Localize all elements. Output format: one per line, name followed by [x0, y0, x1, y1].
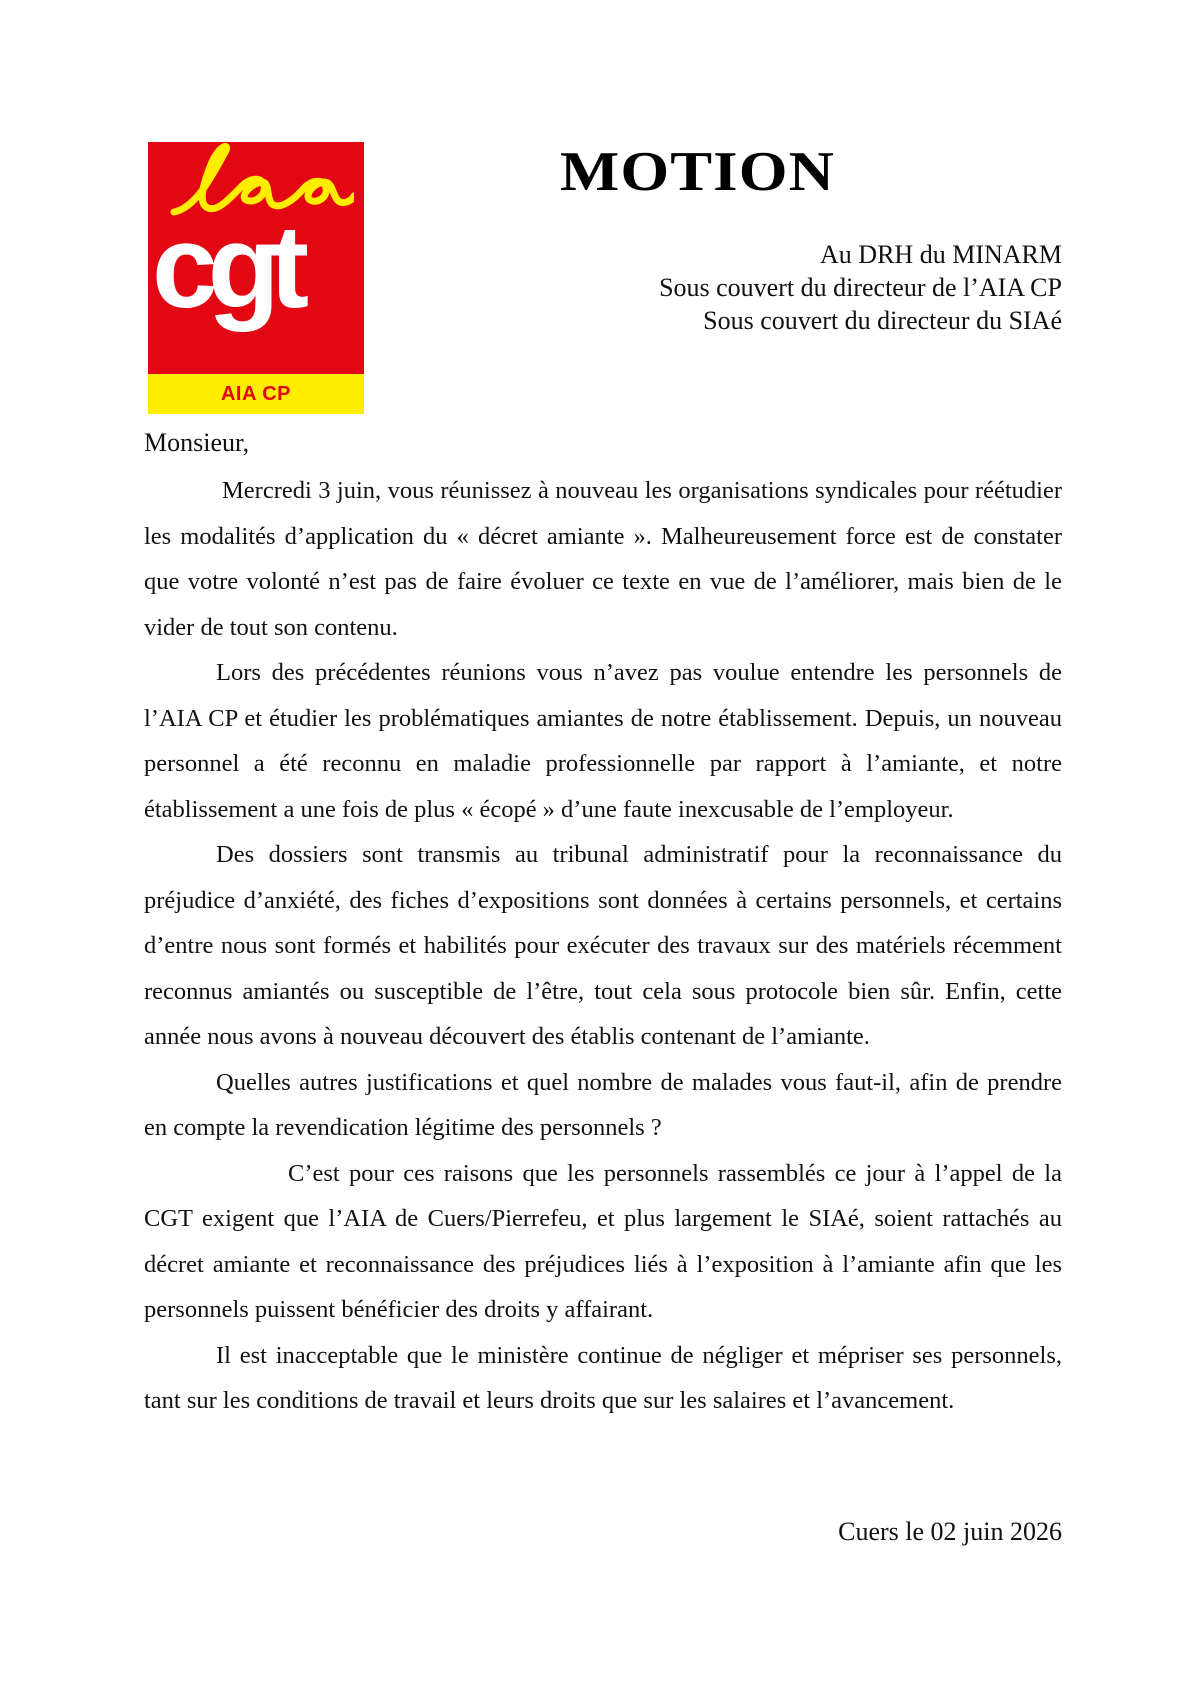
- letter-body: [144, 468, 1062, 1424]
- cgt-logo: [148, 142, 364, 414]
- body-paragraph: Quelles autres justifications et quel nombre de malades vous faut-il, afin de prendre en compte la revendication légitime des personnels ?: [144, 1068, 1062, 1141]
- cgt-wordmark: cgt: [152, 201, 299, 333]
- recipient-line: Sous couvert du directeur du SIAé: [703, 306, 1062, 335]
- body-paragraph: Il est inacceptable que le ministère continue de négliger et mépriser ses personnels, tant sur les conditions de travail et leurs droits que sur les salaires et l’avancement.: [144, 1341, 1062, 1414]
- body-paragraph: Des dossiers sont transmis au tribunal administratif pour la reconnaissance du préjudice d’anxiété, des fiches d’expositions sont données à certains personnels, et certains d’entre nous sont formés et habilités pour exécuter des travaux sur des matériels récemment reconnus amiantés ou susceptible de l’être, tout cela sous protocole bien sûr. Enfin, cette année nous avons à nouveau découvert des établis contenant de l’amiante.: [144, 841, 1062, 1050]
- salutation: Monsieur,: [144, 428, 250, 457]
- logo-band-label: AIA CP: [220, 383, 292, 405]
- recipient-line: Au DRH du MINARM: [820, 240, 1062, 269]
- place-date-signature: Cuers le 02 juin 2026: [838, 1517, 1062, 1546]
- recipient-block: [659, 238, 1062, 337]
- document-title: MOTION: [560, 141, 836, 203]
- body-paragraph: Mercredi 3 juin, vous réunissez à nouveau les organisations syndicales pour réétudier les modalités d’application du « décret amiante ». Malheureusement force est de constater que votre volonté n’est pas de faire évoluer ce texte en vue de l’améliorer, mais bien de le vider de tout son contenu.: [144, 477, 1062, 641]
- body-paragraph: C’est pour ces raisons que les personnels rassemblés ce jour à l’appel de la CGT exigent que l’AIA de Cuers/Pierrefeu, et plus largement le SIAé, soient rattachés au décret amiante et reconnaissance des préjudices liés à l’exposition à l’amiante afin que les personnels puissent bénéficier des droits y affairant.: [144, 1159, 1062, 1323]
- body-paragraph: Lors des précédentes réunions vous n’avez pas voulue entendre les personnels de l’AIA CP et étudier les problématiques amiantes de notre établissement. Depuis, un nouveau personnel a été reconnu en maladie professionnelle par rapport à l’amiante, et notre établissement a une fois de plus « écopé » d’une faute inexcusable de l’employeur.: [144, 659, 1062, 823]
- recipient-line: Sous couvert du directeur de l’AIA CP: [659, 273, 1062, 302]
